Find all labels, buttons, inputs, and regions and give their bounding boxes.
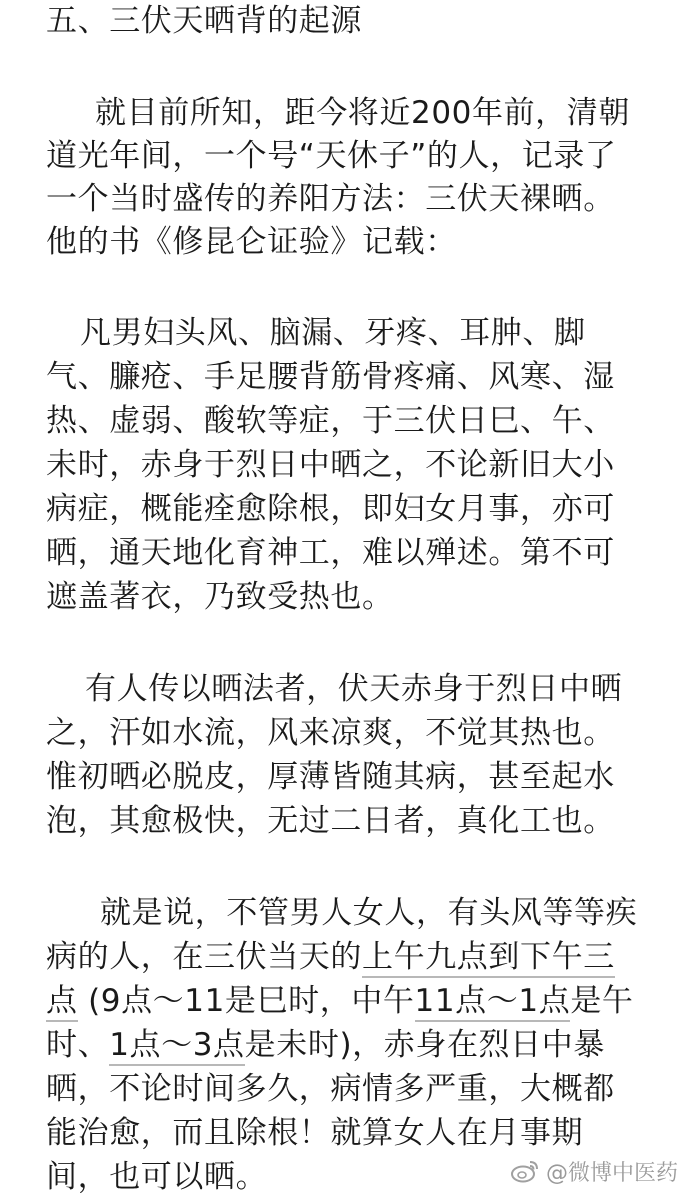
underlined-text: 11点～1点	[415, 983, 571, 1022]
quote-line: 泡，其愈极快，无过二日者，真化工也。	[46, 803, 615, 839]
section-heading: 五、三伏天晒背的起源	[46, 3, 362, 39]
quote-line: 未时，赤身于烈日中晒之，不论新旧大小	[46, 447, 615, 483]
quote-line: 热、虚弱、酸软等症，于三伏日巳、午、	[46, 403, 615, 439]
paragraph-line	[46, 1025, 605, 1065]
paragraph-line	[46, 937, 615, 977]
underlined-text: 上午九点到下午三	[362, 939, 615, 978]
quote-line: 遮盖著衣，乃致受热也。	[46, 579, 394, 615]
quote-line: 气、臁疮、手足腰背筋骨疼痛、风寒、湿	[46, 359, 615, 395]
text-span: 时、	[46, 1027, 110, 1063]
paragraph-line: 道光年间，一个号“天休子”的人，记录了	[46, 138, 617, 174]
text-span: 病的人，在三伏当天的	[46, 939, 362, 975]
quote-line: 病症，概能痊愈除根，即妇女月事，亦可	[46, 491, 615, 527]
paragraph-line: 晒，不论时间多久，病情多严重，大概都	[46, 1071, 615, 1107]
quote-line: 晒，通天地化育神工，难以殚述。第不可	[46, 535, 615, 571]
text-span: (9点～11是巳时，中午	[77, 983, 415, 1019]
paragraph-line: 一个当时盛传的养阳方法：三伏天裸晒。	[46, 181, 615, 217]
paragraph-line: 就是说，不管男人女人，有头风等等疾	[100, 895, 638, 931]
paragraph-line: 间，也可以晒。	[46, 1159, 268, 1195]
quote-line: 之，汗如水流，风来凉爽，不觉其热也。	[46, 715, 615, 751]
text-span: 是未时)，赤身在烈日中暴	[244, 1027, 605, 1063]
quote-line: 惟初晒必脱皮，厚薄皆随其病，甚至起水	[46, 759, 615, 795]
underlined-text: 1点～3点	[109, 1027, 244, 1066]
paragraph-line: 就目前所知，距今将近200年前，清朝	[95, 95, 630, 131]
quote-line: 有人传以晒法者，伏天赤身于烈日中晒	[85, 671, 623, 707]
quote-line: 凡男妇头风、脑漏、牙疼、耳肿、脚	[80, 315, 586, 351]
paragraph-line	[46, 981, 634, 1021]
text-span: 是午	[570, 983, 634, 1019]
paragraph-line: 能治愈，而且除根！就算女人在月事期	[46, 1115, 584, 1151]
paragraph-line: 他的书《修昆仑证验》记载：	[46, 224, 457, 260]
underlined-text: 点	[46, 983, 78, 1022]
weibo-watermark	[506, 1155, 678, 1187]
weibo-logo-icon	[510, 1158, 540, 1184]
watermark-text: @微博中医药	[545, 1160, 678, 1186]
